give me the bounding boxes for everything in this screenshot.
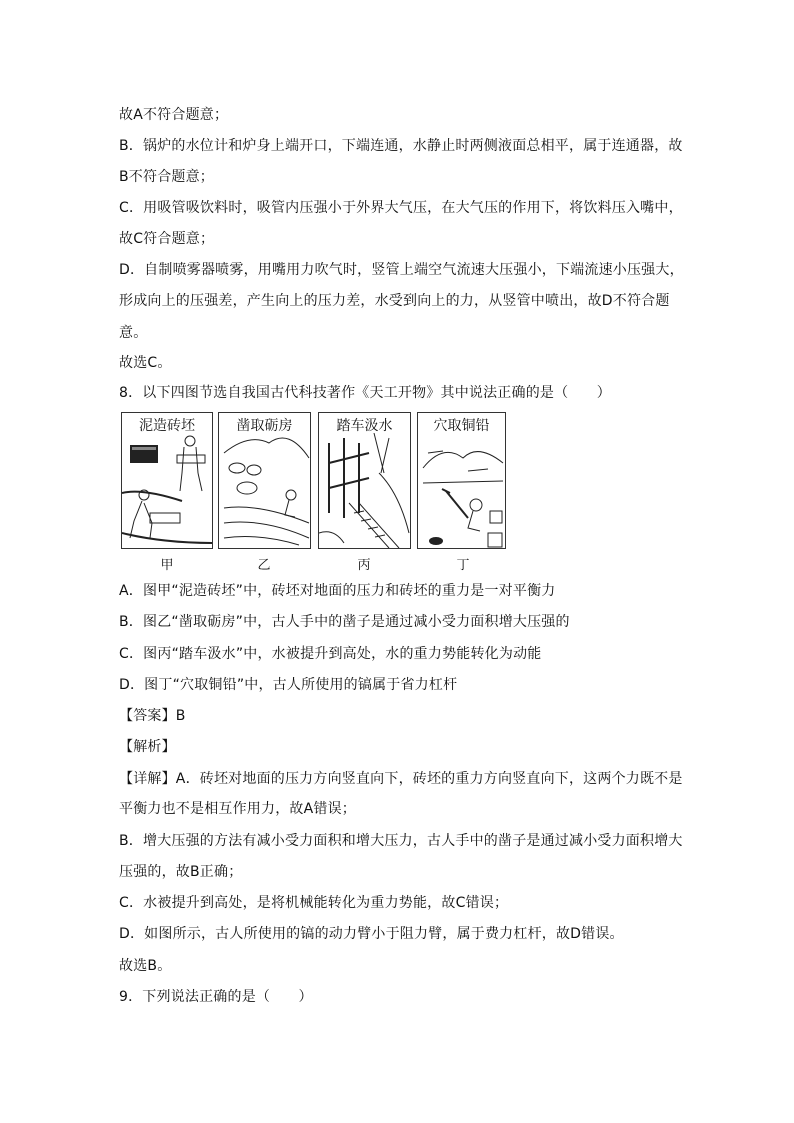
brick-making-illustration <box>122 433 213 548</box>
mining-illustration <box>418 433 506 548</box>
figure-panel-yi <box>218 412 311 549</box>
figure-panel-jia <box>121 412 213 549</box>
option-a: A．图甲“泥造砖坯”中，砖坯对地面的压力和砖坯的重力是一对平衡力 <box>119 583 556 599</box>
text-line: B不符合题意； <box>119 169 215 185</box>
option-d: D．图丁“穴取铜铅”中，古人所使用的镐属于省力杠杆 <box>119 677 458 693</box>
panel-label: 丁 <box>456 558 470 573</box>
tiangong-kaiwu-figure <box>121 412 506 572</box>
explanation-line: 压强的，故B正确； <box>119 864 243 880</box>
answer: 【答案】B <box>119 708 186 724</box>
text-line: 故C符合题意； <box>119 231 215 247</box>
text-line: D．自制喷雾器喷雾，用嘴用力吹气时，竖管上端空气流速大压强小，下端流速小压强大， <box>119 262 684 278</box>
panel-label: 甲 <box>160 558 174 573</box>
text-line: B．锅炉的水位计和炉身上端开口，下端连通，水静止时两侧液面总相平，属于连通器，故 <box>119 138 683 154</box>
panel-title: 凿取砺房 <box>236 418 293 434</box>
question-9: 9．下列说法正确的是（ ） <box>119 989 313 1005</box>
panel-label: 乙 <box>257 558 271 573</box>
explanation-line: 故选B。 <box>119 958 172 974</box>
figure-panel-ding <box>417 412 506 549</box>
explanation-line: D．如图所示，古人所使用的镐的动力臂小于阻力臂，属于费力杠杆，故D错误。 <box>119 926 624 942</box>
option-c: C．图丙“踏车汲水”中，水被提升到高处，水的重力势能转化为动能 <box>119 646 542 662</box>
figure-panel-bing <box>318 412 411 549</box>
text-line: 故选C。 <box>119 355 172 371</box>
panel-label: 丙 <box>357 558 371 573</box>
text-line: 故A不符合题意； <box>119 107 229 123</box>
explanation-line: 平衡力也不是相互作用力，故A错误； <box>119 801 356 817</box>
panel-title: 泥造砖坯 <box>139 418 195 434</box>
analysis-heading: 【解析】 <box>119 739 176 755</box>
oyster-chiseling-illustration <box>219 433 311 548</box>
text-line: 形成向上的压强差，产生向上的压力差，水受到向上的力，从竖管中喷出，故D不符合题 <box>119 293 670 309</box>
panel-title: 穴取铜铅 <box>433 418 490 434</box>
explanation-line: 【详解】A．砖坯对地面的压力方向竖直向下，砖坯的重力方向竖直向下，这两个力既不是 <box>119 771 683 787</box>
explanation-line: B．增大压强的方法有减小受力面积和增大压力，古人手中的凿子是通过减小受力面积增大 <box>119 833 683 849</box>
question-8: 8．以下四图节选自我国古代科技著作《天工开物》其中说法正确的是（ ） <box>119 385 611 401</box>
explanation-line: C．水被提升到高处，是将机械能转化为重力势能，故C错误； <box>119 895 509 911</box>
water-wheel-illustration <box>319 433 411 548</box>
option-b: B．图乙“凿取砺房”中，古人手中的凿子是通过减小受力面积增大压强的 <box>119 614 570 630</box>
text-line: C．用吸管吸饮料时，吸管内压强小于外界大气压，在大气压的作用下，将饮料压入嘴中， <box>119 200 683 216</box>
panel-title: 踏车汲水 <box>336 418 393 434</box>
text-line: 意。 <box>119 325 148 341</box>
